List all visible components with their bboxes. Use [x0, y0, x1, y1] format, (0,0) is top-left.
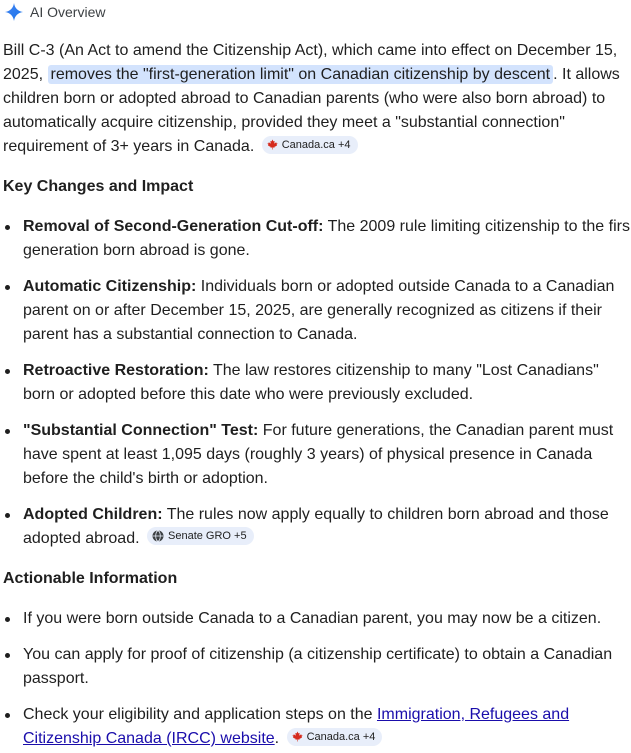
bullet-text: Check your eligibility and application steps on the	[23, 706, 377, 723]
key-changes-heading: Key Changes and Impact	[3, 178, 194, 195]
actionable-list	[0, 607, 631, 751]
source-chip-label: Canada.ca +4	[281, 138, 351, 151]
intro-line: children born or adopted abroad to Canadian parents (who were also born abroad) to	[3, 90, 606, 107]
bullet-text: The law restores citizenship to many "Lost Canadians"	[208, 362, 599, 379]
bullet-line: If you were born outside Canada to a Canadian parent, you may now be a citizen.	[23, 610, 602, 627]
list-item	[0, 503, 631, 551]
bullet-line: parent has a substantial connection to Canada.	[23, 326, 358, 343]
bullet-text: For future generations, the Canadian parent must	[258, 422, 614, 439]
bullet-line: You can apply for proof of citizenship (a citizenship certificate) to obtain a Canadian	[23, 646, 613, 663]
list-item	[0, 215, 631, 263]
bullet-line: born or adopted before this date who were previously excluded.	[23, 386, 474, 403]
intro-text: requirement of 3+ years in Canada.	[3, 138, 255, 155]
bullet-line	[23, 419, 631, 443]
source-chip-label: Canada.ca +4	[306, 730, 376, 743]
bullet-text: The 2009 rule limiting citizenship to the firs	[323, 218, 630, 235]
ircc-website-link[interactable]: Immigration, Refugees and	[376, 706, 570, 723]
list-item	[0, 607, 631, 631]
intro-line: Bill C-3 (An Act to amend the Citizenship Act), which came into effect on December 15,	[3, 42, 618, 59]
list-item	[0, 703, 631, 751]
key-changes-list	[0, 215, 631, 551]
source-chip[interactable]	[287, 728, 383, 746]
bullet-line: before the child's birth or adoption.	[23, 470, 268, 487]
source-chip[interactable]	[262, 136, 358, 154]
source-chip[interactable]	[147, 527, 254, 545]
bullet-title: Adopted Children:	[23, 506, 163, 523]
actionable-heading: Actionable Information	[3, 570, 178, 587]
bullet-line	[23, 275, 631, 299]
bullet-line: parent on or after December 15, 2025, are generally recognized as citizens if their	[23, 302, 602, 319]
bullet-title: Removal of Second-Generation Cut-off:	[23, 218, 324, 235]
bullet-line	[23, 527, 631, 551]
gemini-sparkle-icon	[4, 2, 24, 22]
intro-line: automatically acquire citizenship, provided they meet a "substantial connection"	[3, 114, 565, 131]
bullet-text: adopted abroad.	[23, 530, 140, 547]
bullet-line	[23, 215, 631, 239]
intro-line	[3, 135, 631, 159]
intro-text: . It allows	[553, 66, 620, 83]
list-item	[0, 643, 631, 691]
bullet-line: generation born abroad is gone.	[23, 242, 250, 259]
maple-leaf-icon	[267, 139, 278, 150]
highlighted-answer: removes the "first-generation limit" on Canadian citizenship by descent	[48, 65, 554, 84]
bullet-line: passport.	[23, 670, 89, 687]
ai-overview-title: AI Overview	[30, 4, 106, 20]
intro-paragraph	[3, 39, 631, 159]
source-chip-label: Senate GRO +5	[168, 530, 247, 542]
list-item	[0, 419, 631, 491]
bullet-line	[23, 359, 631, 383]
bullet-line: have spent at least 1,095 days (roughly 3 years) of physical presence in Canada	[23, 446, 593, 463]
maple-leaf-icon	[292, 731, 303, 742]
globe-icon	[152, 530, 164, 542]
bullet-line	[23, 703, 631, 727]
bullet-title: Automatic Citizenship:	[23, 278, 197, 295]
bullet-title: Retroactive Restoration:	[23, 362, 209, 379]
bullet-title: "Substantial Connection" Test:	[23, 422, 259, 439]
bullet-text: .	[274, 730, 280, 747]
intro-text: 2025,	[3, 66, 44, 83]
list-item	[0, 275, 631, 347]
bullet-text: The rules now apply equally to children born abroad and those	[162, 506, 609, 523]
bullet-text: Individuals born or adopted outside Canada to a Canadian	[196, 278, 615, 295]
ircc-website-link[interactable]: Citizenship Canada (IRCC) website	[23, 730, 275, 747]
bullet-line	[23, 727, 631, 751]
ai-overview-header	[4, 1, 105, 23]
list-item	[0, 359, 631, 407]
intro-line	[3, 63, 631, 87]
bullet-line	[23, 503, 631, 527]
